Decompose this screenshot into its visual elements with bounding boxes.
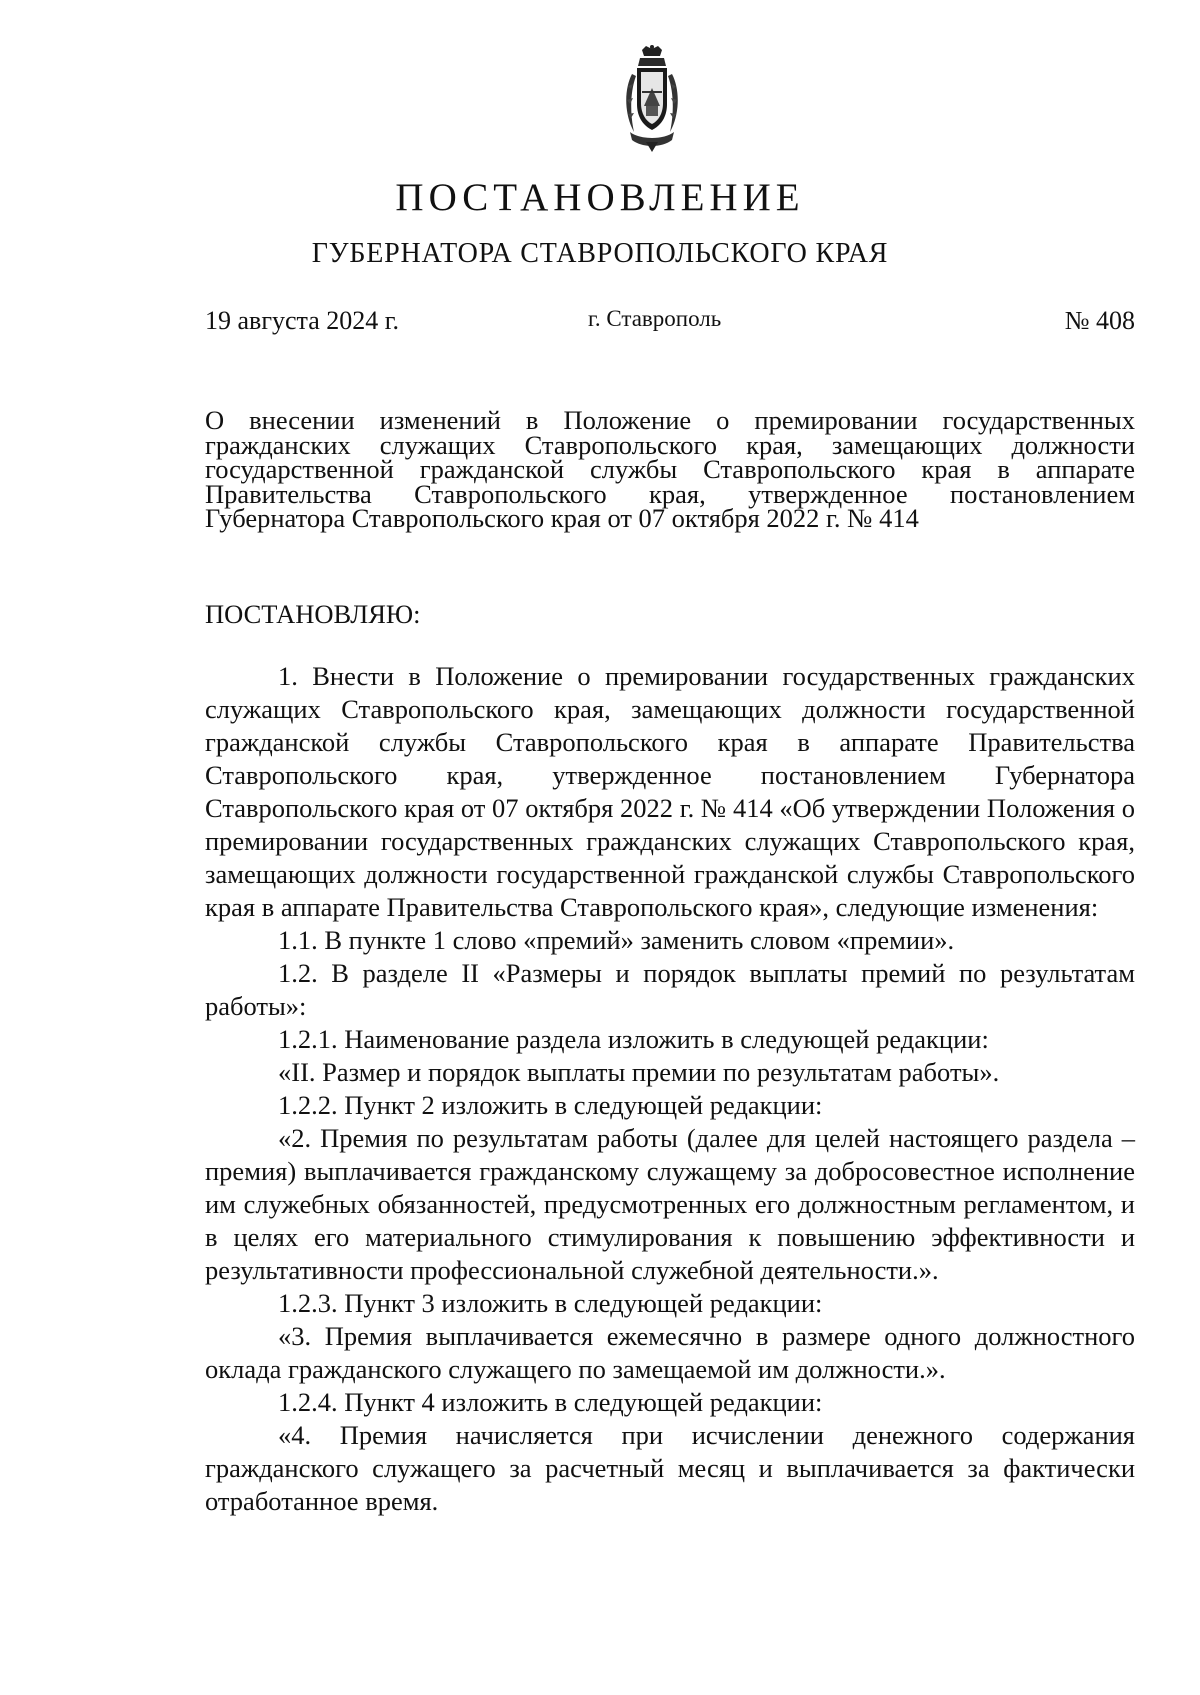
paragraph-point-3: «3. Премия выплачивается ежемесячно в размере одного должностного оклада гражданского служащего по замещаемой им должности.». xyxy=(205,1321,1135,1384)
paragraph-1: 1. Внести в Положение о премировании государственных гражданских служащих Ставропольского края, замещающих должности государственной гражданской службы Ставропольского края в аппарате Правительства Ставропольского края, утвержденное постановлением Губернатора Ставропольского края от 07 октября 2022 г. № 414 «Об утверждении Положения о премировании государственных гражданских служащих Ставропольского края, замещающих должности государственной гражданской службы Ставропольского края в аппарате Правительства Ставропольского края», следующие изменения: xyxy=(205,661,1135,922)
decree-word: ПОСТАНОВЛЯЮ: xyxy=(205,599,421,629)
paragraph-1-2-3: 1.2.3. Пункт 3 изложить в следующей редакции: xyxy=(278,1288,823,1318)
paragraph-point-2: «2. Премия по результатам работы (далее для целей настоящего раздела – премия) выплачивается гражданскому служащему за добросовестное исполнение им служебных обязанностей, предусмотренных его должностным регламентом, и в целях его материального стимулирования к повышению эффективности и результативности профессиональной служебной деятельности.». xyxy=(205,1123,1135,1285)
document-heading: О внесении изменений в Положение о премировании государственных гражданских служащих Ставропольского края, замещающих должности государственной гражданской службы Ставропольского края в аппарате Правительства Ставропольского края, утвержденное постановлением Губернатора Ставропольского края от 07 октября 2022 г. № 414 xyxy=(205,405,1135,533)
paragraph-1-2-1: 1.2.1. Наименование раздела изложить в следующей редакции: xyxy=(278,1024,989,1054)
paragraph-1-1: 1.1. В пункте 1 слово «премий» заменить словом «премии». xyxy=(278,925,955,955)
paragraph-1-2-4: 1.2.4. Пункт 4 изложить в следующей редакции: xyxy=(278,1387,823,1417)
document-date: 19 августа 2024 г. xyxy=(205,306,399,335)
document-title: ПОСТАНОВЛЕНИЕ xyxy=(395,176,805,219)
document-body xyxy=(205,660,1135,1518)
date-line xyxy=(205,304,1135,338)
document-city: г. Ставрополь xyxy=(588,306,722,331)
paragraph-section-title: «II. Размер и порядок выплаты премии по результатам работы». xyxy=(278,1057,1000,1087)
document-subtitle: ГУБЕРНАТОРА СТАВРОПОЛЬСКОГО КРАЯ xyxy=(311,238,889,269)
paragraph-point-4: «4. Премия начисляется при исчислении денежного содержания гражданского служащего за расчетный месяц и выплачивается за фактически отработанное время. xyxy=(205,1420,1135,1516)
paragraph-1-2-2: 1.2.2. Пункт 2 изложить в следующей редакции: xyxy=(278,1090,823,1120)
coat-of-arms-icon xyxy=(620,44,684,154)
paragraph-1-2: 1.2. В разделе II «Размеры и порядок выплаты премий по результатам работы»: xyxy=(205,958,1135,1021)
document-number: № 408 xyxy=(1064,306,1135,335)
